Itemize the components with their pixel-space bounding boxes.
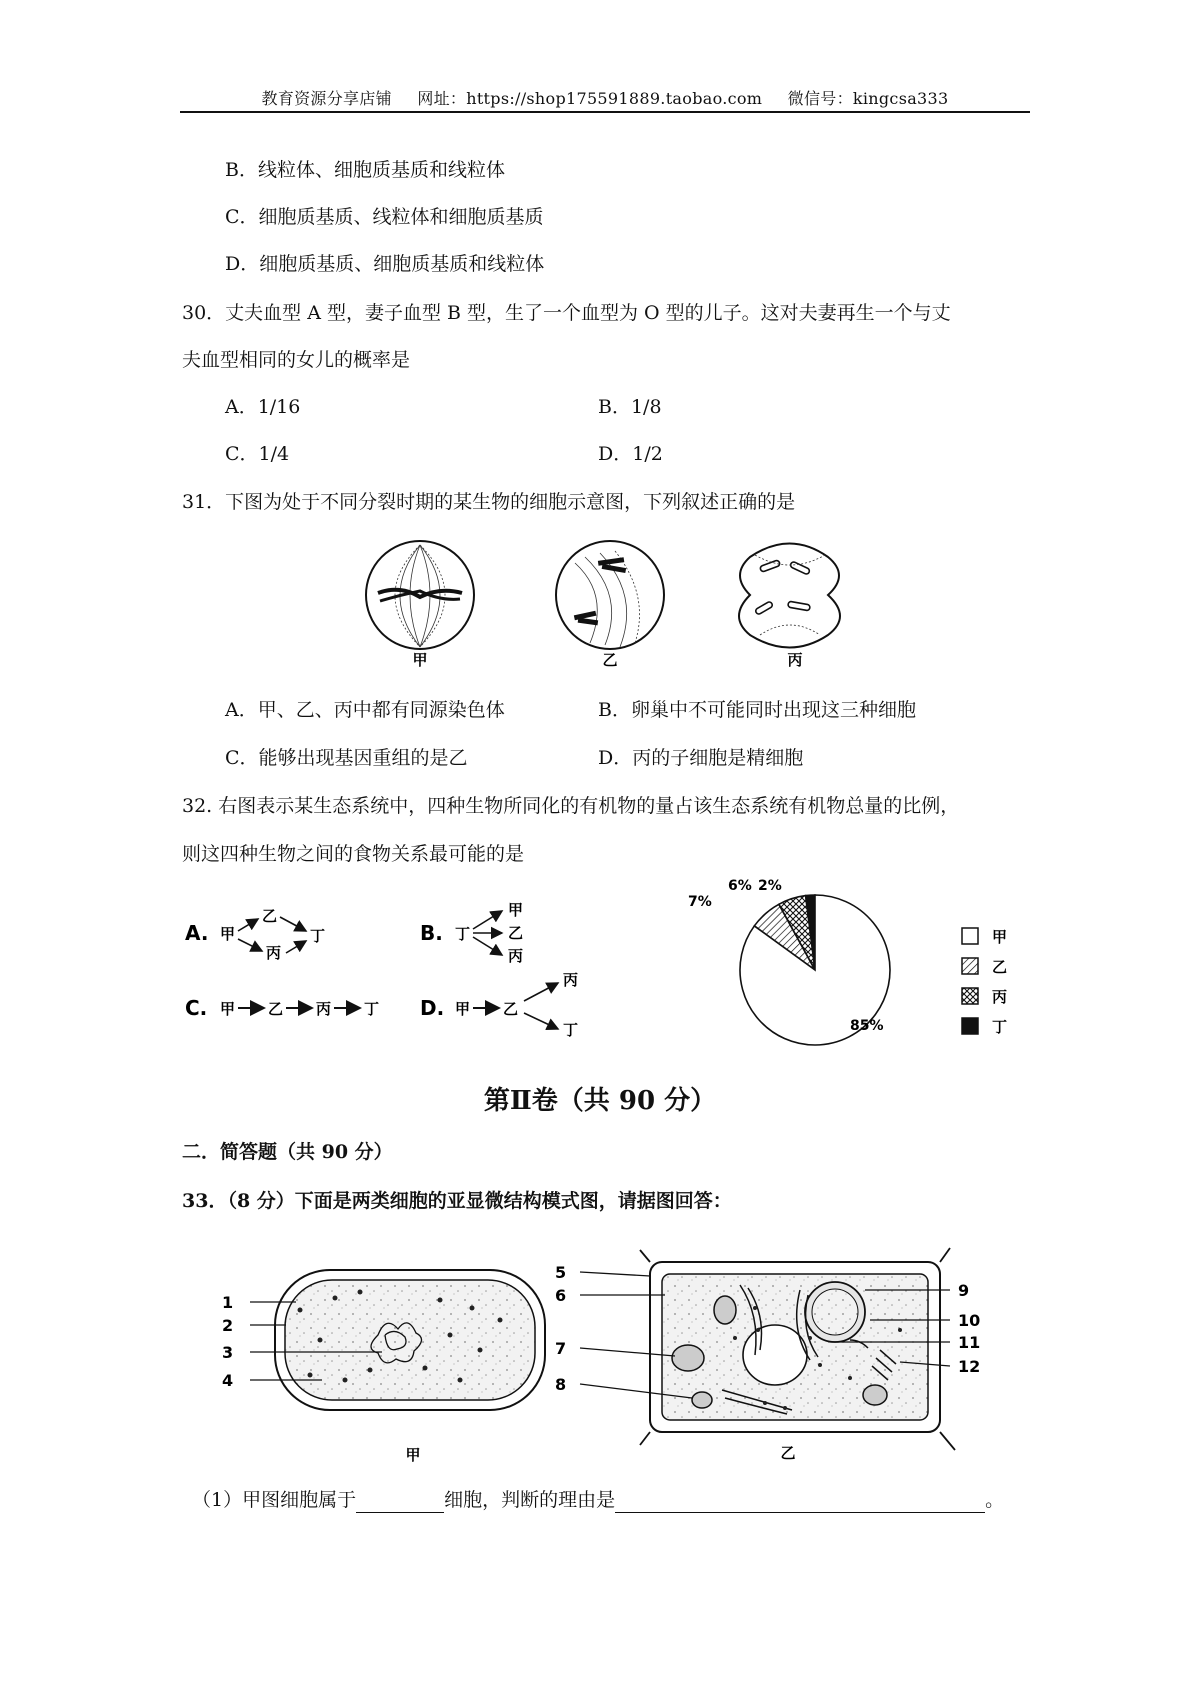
- cell-label-bing: 丙: [787, 651, 803, 669]
- cell-label-yi: 乙: [602, 651, 618, 669]
- header-url: 网址：https://shop175591889.taobao.com: [417, 89, 763, 108]
- q30-option-b: B．1/8: [598, 396, 662, 418]
- legend-label-yi: 乙: [992, 958, 1008, 976]
- q31-cell-division-figure: [350, 535, 870, 670]
- pie-label-bing: 6%: [728, 878, 752, 894]
- q33-stem: 33．（8 分）下面是两类细胞的亚显微结构模式图，请据图回答：: [182, 1190, 732, 1212]
- pie-label-ding: 2%: [758, 878, 782, 894]
- q30-option-a: A．1/16: [225, 396, 301, 418]
- page-header: [180, 86, 1030, 109]
- a-yi: 乙: [262, 907, 278, 925]
- label-4: 4: [222, 1371, 234, 1390]
- label-7: 7: [555, 1339, 567, 1358]
- legend-label-ding: 丁: [992, 1018, 1008, 1036]
- q30-option-d: D．1/2: [598, 443, 663, 465]
- prokaryote-cell: [222, 1270, 545, 1464]
- q33-sub1-part2: 细胞，判断的理由是: [444, 1489, 616, 1511]
- part2-title: 第Ⅱ卷（共 90 分）: [483, 1086, 717, 1116]
- q32-option-c-letter: C.: [185, 996, 208, 1020]
- label-11: 11: [958, 1333, 981, 1352]
- q30-stem-line2: 夫血型相同的女儿的概率是: [182, 349, 411, 371]
- cell-label-jia: 甲: [412, 651, 428, 669]
- a-bing: 丙: [266, 944, 282, 962]
- q32-option-b-letter: B.: [420, 921, 443, 945]
- q29-option-b: B．线粒体、细胞质基质和线粒体: [225, 159, 505, 181]
- fig-label-jia: 甲: [405, 1446, 421, 1464]
- b-jia: 甲: [508, 901, 524, 919]
- cell-yi: [556, 541, 664, 649]
- q31-option-d: D．丙的子细胞是精细胞: [598, 747, 804, 769]
- a-ding: 丁: [310, 927, 326, 945]
- legend-label-jia: 甲: [992, 928, 1008, 946]
- section-title: 二．简答题（共 90 分）: [182, 1141, 393, 1163]
- d-bing: 丙: [563, 971, 579, 989]
- label-3: 3: [222, 1343, 234, 1362]
- c-jia: 甲: [220, 1000, 236, 1018]
- c-yi: 乙: [268, 1000, 284, 1018]
- label-2: 2: [222, 1316, 234, 1335]
- fig-label-yi: 乙: [780, 1444, 796, 1462]
- label-5: 5: [555, 1263, 567, 1282]
- b-bing: 丙: [508, 947, 524, 965]
- header-wechat: 微信号：kingcsa333: [787, 89, 949, 108]
- q31-option-c: C．能够出现基因重组的是乙: [225, 747, 468, 769]
- q30-option-c: C．1/4: [225, 443, 290, 465]
- label-1: 1: [222, 1293, 234, 1312]
- q33-sub1: [192, 1487, 1004, 1513]
- label-9: 9: [958, 1281, 970, 1300]
- legend-swatch-bing: [962, 988, 978, 1004]
- label-8: 8: [555, 1375, 567, 1394]
- header-shop: 教育资源分享店铺: [261, 89, 392, 108]
- pie-label-jia: 85%: [850, 1018, 884, 1034]
- answer-blank-reason[interactable]: [615, 1492, 985, 1513]
- q32-pie-chart: [688, 878, 1040, 1050]
- cell-bing: [739, 544, 840, 648]
- header-rule: [180, 111, 1030, 113]
- label-6: 6: [555, 1286, 567, 1305]
- plant-cell: [555, 1248, 980, 1462]
- q29-option-c: C．细胞质基质、线粒体和细胞质基质: [225, 206, 544, 228]
- q33-sub1-end: 。: [985, 1489, 1005, 1511]
- q33-cell-structure-figure: [210, 1240, 1000, 1465]
- q31-option-a: A．甲、乙、丙中都有同源染色体: [225, 699, 505, 721]
- d-yi: 乙: [503, 1000, 519, 1018]
- q32-stem-line1: 32. 右图表示某生态系统中，四种生物所同化的有机物的量占该生态系统有机物总量的比例，: [182, 795, 960, 817]
- legend-swatch-jia: [962, 928, 978, 944]
- q33-sub1-part1: （1）甲图细胞属于: [192, 1489, 357, 1511]
- b-yi: 乙: [508, 924, 524, 942]
- c-bing: 丙: [316, 1000, 332, 1018]
- b-ding: 丁: [455, 925, 471, 943]
- q30-stem-line1: 30．丈夫血型 A 型，妻子血型 B 型，生了一个血型为 O 型的儿子。这对夫妻再生一个与丈: [182, 302, 951, 324]
- legend-swatch-ding: [962, 1018, 978, 1034]
- pie-legend: [962, 928, 1007, 1036]
- legend-swatch-yi: [962, 958, 978, 974]
- label-12: 12: [958, 1357, 981, 1376]
- c-ding: 丁: [364, 1000, 380, 1018]
- d-jia: 甲: [455, 1000, 471, 1018]
- legend-label-bing: 丙: [992, 988, 1008, 1006]
- cell-jia: [366, 541, 474, 649]
- label-10: 10: [958, 1311, 981, 1330]
- a-jia: 甲: [220, 925, 236, 943]
- d-ding: 丁: [563, 1021, 579, 1039]
- q32-option-a-letter: A.: [185, 921, 209, 945]
- q31-option-b: B．卵巢中不可能同时出现这三种细胞: [598, 699, 916, 721]
- pie-label-yi: 7%: [688, 894, 712, 910]
- q32-option-d-letter: D.: [420, 996, 445, 1020]
- answer-blank-cell-type[interactable]: [356, 1492, 444, 1513]
- q32-food-web-options: [180, 895, 620, 1045]
- q32-stem-line2: 则这四种生物之间的食物关系最可能的是: [182, 843, 525, 865]
- q31-stem: 31．下图为处于不同分裂时期的某生物的细胞示意图，下列叙述正确的是: [182, 491, 796, 513]
- q29-option-d: D．细胞质基质、细胞质基质和线粒体: [225, 253, 545, 275]
